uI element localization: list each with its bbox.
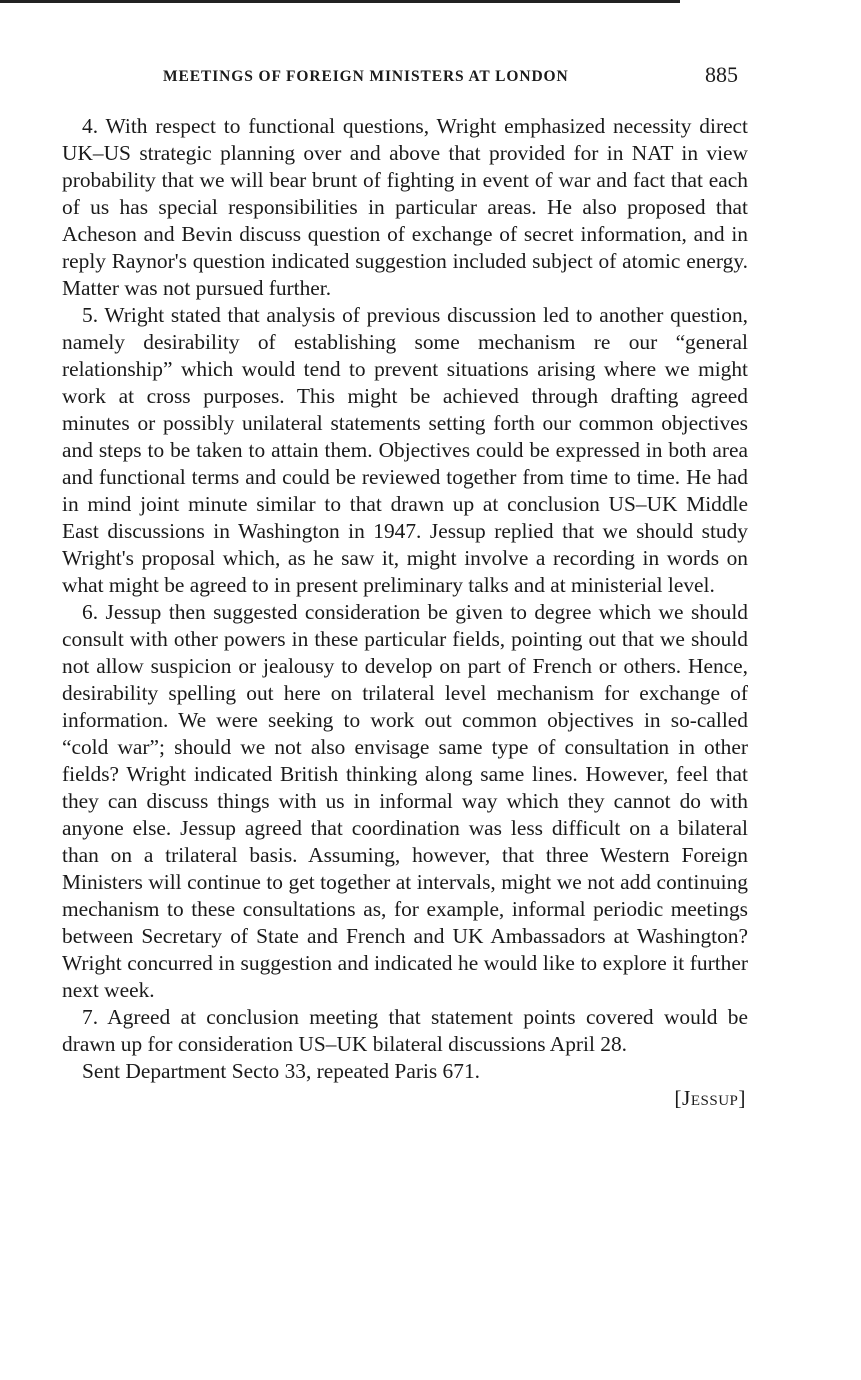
page-number: 885: [705, 62, 738, 87]
paragraph-6: 6. Jessup then suggested consideration be given to degree which we should consult with other powers in these particular fields, pointing out that we should not allow suspicion or jealousy to develop on part of French or others. Hence, desirability spelling out here on trilateral level mechanism for exchange of information. We were seeking to work out common objectives in so-called “cold war”; should we not also envisage same type of consultation in other fields? Wright indicated British thinking along same lines. However, feel that they can discuss things with us in informal way which they cannot do with anyone else. Jessup agreed that coordination was less difficult on a bilateral than on a trilateral basis. Assuming, however, that three Western Foreign Ministers will continue to get together at intervals, might we not add continuing mechanism to these consultations as, for example, informal periodic meetings between Secretary of State and French and UK Ambassadors at Washington? Wright concurred in suggestion and indicated he would like to explore it further next week.: [62, 600, 748, 1002]
running-head-title: MEETINGS OF FOREIGN MINISTERS AT LONDON: [163, 68, 569, 85]
paragraph-5: 5. Wright stated that analysis of previous discussion led to another question, namely desirability of establishing some mechanism re our “general relationship” which would tend to prevent situations arising where we might work at cross purposes. This might be achieved through drafting agreed minutes or possibly unilateral statements setting forth our common objectives and steps to be taken to attain them. Objectives could be expressed in both area and functional terms and could be reviewed together from time to time. He had in mind joint minute similar to that drawn up at conclusion US–UK Middle East discussions in Washington in 1947. Jessup replied that we should study Wright's proposal which, as he saw it, might involve a recording in words on what might be agreed to in present preliminary talks and at ministerial level.: [62, 303, 748, 597]
document-body: [62, 113, 748, 1112]
signature: [Jessup]: [674, 1086, 746, 1110]
top-rule: [0, 0, 680, 3]
paragraph-4: 4. With respect to functional questions, Wright emphasized necessity direct UK–US strategic planning over and above that provided for in NAT in view probability that we will bear brunt of fighting in event of war and fact that each of us has special responsibilities in particular areas. He also proposed that Acheson and Bevin discuss question of exchange of secret information, and in reply Raynor's question indicated suggestion included subject of atomic energy. Matter was not pursued further.: [62, 114, 748, 300]
paragraph-7: 7. Agreed at conclusion meeting that statement points covered would be drawn up for consideration US–UK bilateral discussions April 28.: [62, 1005, 748, 1056]
sent-line: Sent Department Secto 33, repeated Paris 671.: [82, 1059, 480, 1083]
